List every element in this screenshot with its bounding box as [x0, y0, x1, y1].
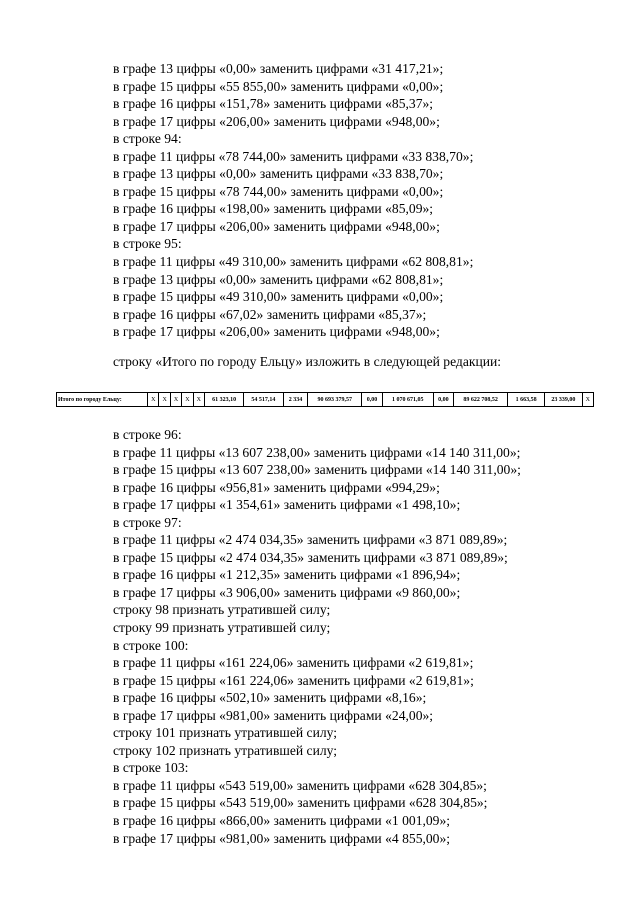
row-heading: в строке 100: — [113, 637, 189, 653]
amendment-line: в графе 15 цифры «55 855,00» заменить цифрами «0,00»; — [113, 78, 444, 94]
amendment-line: в графе 17 цифры «206,00» заменить цифрами «948,00»; — [113, 218, 440, 234]
table-cell: X — [159, 393, 170, 407]
totals-row — [57, 393, 594, 407]
repeal-line: строку 98 признать утратившей силу; — [113, 602, 331, 618]
amendment-line: в графе 11 цифры «2 474 034,35» заменить цифрами «3 871 089,89»; — [113, 532, 508, 548]
repeal-line: строку 101 признать утратившей силу; — [113, 725, 338, 741]
table-cell: X — [182, 393, 193, 407]
amendment-line: в графе 16 цифры «956,81» заменить цифрами «994,29»; — [113, 479, 440, 495]
amendment-line: в графе 17 цифры «981,00» заменить цифрами «24,00»; — [113, 707, 434, 723]
table-cell: 23 339,00 — [545, 393, 582, 407]
table-cell: 90 693 379,57 — [308, 393, 362, 407]
repeal-line: строку 99 признать утратившей силу; — [113, 620, 331, 636]
amendment-line: в графе 11 цифры «161 224,06» заменить цифрами «2 619,81»; — [113, 655, 474, 671]
table-cell: 1 070 671,05 — [382, 393, 433, 407]
amendment-line: в графе 15 цифры «543 519,00» заменить цифрами «628 304,85»; — [113, 795, 488, 811]
amendment-line: в графе 16 цифры «151,78» заменить цифрами «85,37»; — [113, 96, 434, 112]
row-heading: в строке 96: — [113, 427, 182, 442]
intro-line: строку «Итого по городу Ельцу» изложить в следующей редакции: — [113, 354, 502, 369]
table-cell: 2 334 — [283, 393, 308, 407]
totals-intro — [113, 353, 623, 371]
table-cell: X — [193, 393, 204, 407]
row-heading: в строке 95: — [113, 236, 182, 252]
amendment-line: в графе 15 цифры «161 224,06» заменить цифрами «2 619,81»; — [113, 672, 474, 688]
amendment-line: в графе 11 цифры «49 310,00» заменить цифрами «62 808,81»; — [113, 254, 474, 270]
row-heading: в строке 97: — [113, 514, 182, 530]
table-cell: 0,00 — [362, 393, 383, 407]
table-cell: X — [148, 393, 159, 407]
amendment-line: в графе 13 цифры «0,00» заменить цифрами «33 838,70»; — [113, 166, 444, 182]
amendments-block-rows-96-103 — [113, 426, 623, 847]
amendment-line: в графе 15 цифры «49 310,00» заменить цифрами «0,00»; — [113, 289, 444, 305]
amendment-line: в графе 17 цифры «3 906,00» заменить цифрами «9 860,00»; — [113, 584, 461, 600]
table-cell: X — [170, 393, 181, 407]
amendment-line: в графе 16 цифры «67,02» заменить цифрами «85,37»; — [113, 306, 427, 322]
amendment-line: в графе 13 цифры «0,00» заменить цифрами «31 417,21»; — [113, 61, 444, 76]
amendment-line: в графе 13 цифры «0,00» заменить цифрами «62 808,81»; — [113, 271, 444, 287]
table-cell: 0,00 — [433, 393, 454, 407]
table-cell: 54 517,14 — [244, 393, 283, 407]
amendment-line: в графе 17 цифры «981,00» заменить цифрами «4 855,00»; — [113, 830, 451, 846]
totals-table-wrapper — [56, 392, 594, 407]
row-heading: в строке 103: — [113, 760, 189, 776]
amendment-line: в графе 15 цифры «2 474 034,35» заменить цифрами «3 871 089,89»; — [113, 549, 508, 565]
repeal-line: строку 102 признать утратившей силу; — [113, 742, 338, 758]
amendment-line: в графе 15 цифры «13 607 238,00» заменить цифрами «14 140 311,00»; — [113, 462, 521, 478]
amendment-line: в графе 17 цифры «1 354,61» заменить цифрами «1 498,10»; — [113, 497, 461, 513]
amendment-line: в графе 16 цифры «866,00» заменить цифрами «1 001,09»; — [113, 813, 451, 829]
amendment-line: в графе 16 цифры «198,00» заменить цифрами «85,09»; — [113, 201, 434, 217]
table-cell: 89 622 708,52 — [454, 393, 508, 407]
amendment-line: в графе 16 цифры «502,10» заменить цифрами «8,16»; — [113, 690, 427, 706]
amendment-line: в графе 11 цифры «543 519,00» заменить цифрами «628 304,85»; — [113, 777, 487, 793]
amendment-line: в графе 11 цифры «78 744,00» заменить цифрами «33 838,70»; — [113, 148, 474, 164]
table-cell: 1 663,58 — [508, 393, 545, 407]
amendment-line: в графе 11 цифры «13 607 238,00» заменить цифрами «14 140 311,00»; — [113, 444, 521, 460]
amendment-line: в графе 16 цифры «1 212,35» заменить цифрами «1 896,94»; — [113, 567, 461, 583]
amendments-block-rows-93-95 — [113, 60, 623, 341]
amendment-line: в графе 17 цифры «206,00» заменить цифрами «948,00»; — [113, 113, 440, 129]
table-cell: 61 323,10 — [204, 393, 243, 407]
totals-row-label: Итого по городу Ельцу: — [57, 393, 148, 407]
row-heading: в строке 94: — [113, 131, 182, 147]
amendment-line: в графе 15 цифры «78 744,00» заменить цифрами «0,00»; — [113, 183, 444, 199]
amendment-line: в графе 17 цифры «206,00» заменить цифрами «948,00»; — [113, 324, 440, 340]
totals-table — [56, 392, 594, 407]
table-cell: X — [582, 393, 594, 407]
